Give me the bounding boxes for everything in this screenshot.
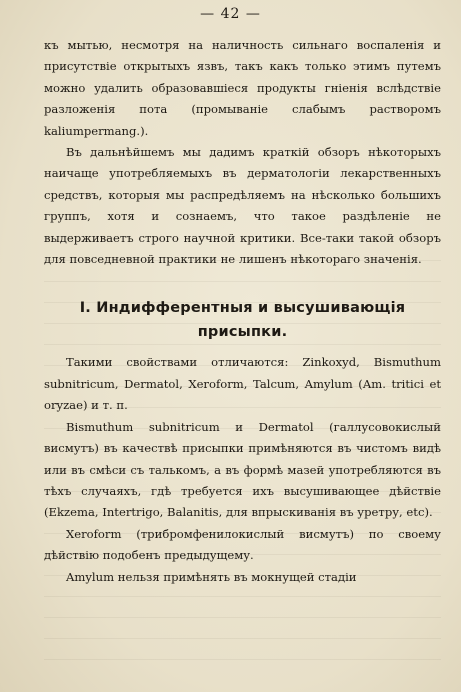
page-number: — 42 — — [200, 6, 261, 22]
paragraph-bismuthum: Bismuthum subnitricum и Dermatol (галлусовокислый висмутъ) въ качествѣ присыпки примѣняются въ чистомъ видѣ или въ смѣси съ талькомъ, а въ формѣ мазей употребляются въ тѣхъ случаяхъ, гдѣ требуется ихъ высушивающее дѣйствіе (Ekzema, Intertrigo, Balanitis, для впрыскиванія въ уретру, etc). — [44, 419, 441, 520]
paragraph-continuation: къ мытью, несмотря на наличность сильнаго воспаленія и присутствіе открытыхъ язвъ, такъ какъ только этимъ путемъ можно удалить образовавшіеся продукты гніенія вслѣдствіе разложенія пота (промываніе слабымъ растворомъ kaliumpermang.). — [44, 38, 441, 138]
paragraph-xeroform: Xeroform (трибромфенилокислый висмутъ) по своему дѣйствію подобенъ предыдущему. — [44, 526, 441, 563]
paragraph-amylum: Amylum нельзя примѣнять въ мокнущей стадіи — [66, 569, 357, 584]
paragraph-properties: Такими свойствами отличаются: Zinkoxyd, Bismuthum subnitricum, Dermatol, Xeroform, Talcum, Amylum (Am. tritici et oryzae) и т. п. — [44, 355, 441, 413]
section-heading: I. Индифферентныя и высушивающія присыпки. — [79, 300, 406, 341]
page-body — [44, 35, 441, 588]
paragraph-overview: Въ дальнѣйшемъ мы дадимъ краткій обзоръ нѣкоторыхъ наичаще употребляемыхъ въ дерматологіи лекарственныхъ средствъ, которыя мы распредѣляемъ на нѣсколько большихъ группъ, хотя и сознаемъ, что такое раздѣленіе не выдерживаетъ строго научной критики. Все-таки такой обзоръ для повседневной практики не лишенъ нѣкотораго значенія. — [44, 145, 441, 267]
